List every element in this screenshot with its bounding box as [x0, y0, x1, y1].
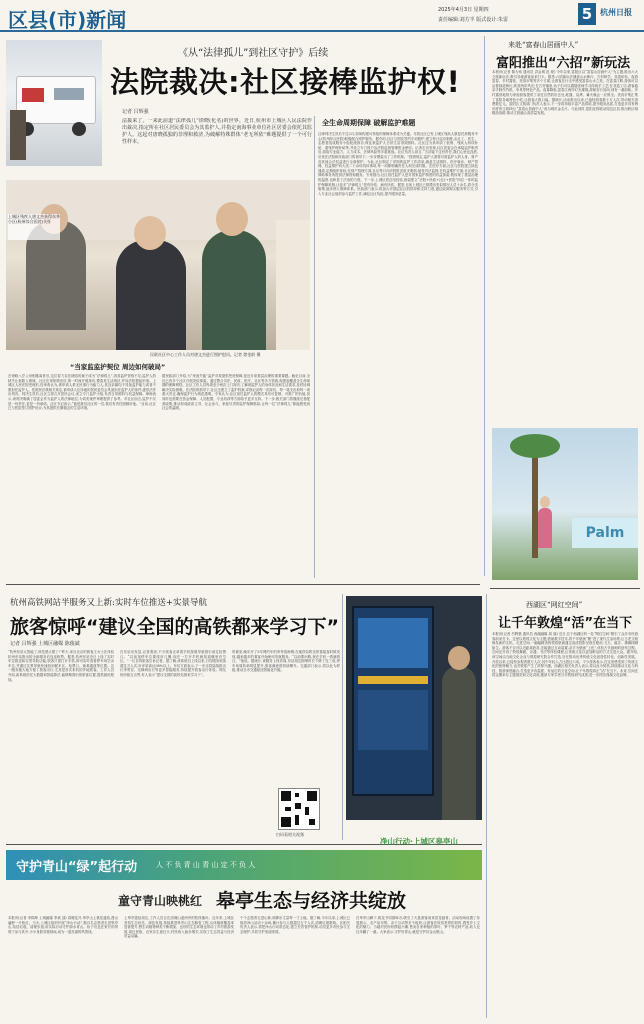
right-tourism-photo: Palm — [492, 428, 638, 580]
banner-slogan: 人 不 负 青 山 青 山 定 不 负 人 — [156, 861, 256, 869]
issue-date: 2025年4月3日 星期四 — [438, 7, 489, 13]
right-top-byline: 本报讯(记者 陈为伟 通讯员 洪金城 范 豪) — [492, 70, 556, 74]
right-top-headline: 富阳推出“六招”新玩法 — [496, 56, 631, 71]
section-title: 区县(市)新闻 — [8, 8, 127, 32]
travel-headline: 旅客惊呼“建议全国的高铁都来学习下” — [10, 616, 339, 638]
issue-editors: 责任编辑:刘方半 版式设计:朱雷 — [438, 17, 508, 23]
banner-body-col3: 个个志愿者走进山林,用脚步丈量每一寸土地。据了解,今年以来,上城区已组织净山活动十余场,累计参与人数超过五千人次,清理垃圾数吨。区相关负责人表示,将把净山行动常态化,建立长效管护机制,动员更多市民参与生态保护,共同守护美丽家园。 — [240, 916, 350, 934]
lead-intro: 法援来了。一来此前道“法律孤儿”徐晓(化名)的世界。近日,杭州市上城区人民法院作出裁决,指定所在社区居民委员会为其监护人,并指定南海事业单位社区居委会依托其监护人。这起对唐晓孤独的非理和救济,为破解特殊群体“老无所依”难题提供了一个可行性样本。 — [122, 118, 312, 145]
lead-body-col1: 在徐晓八岁父母相继离世后,这位智力存在缺陷的童子成为“法律孤儿”,因其监护资格不足,监护人的缺失让他陷入困境。社区在得知情况后,第一时间开展探访,摸清其生活现状,并向法院提起申请。上城区人民法院受理后,经审查认为,被申请人系无民事行为能力人,其近亲属均不具备监护能力或者不愿担任监护人。依照民法典相关规定,被申请人住所地的居民委员会具备担任监护人的条件,遂依法作出判决。判决生效后,社区立即召开居民会议,成立专门监护小组,负责日常照料与权益保障。律师表示,该判决明确了居委会作为监护人的法律地位,为同类案件审理提供了参考。对社区而言,监护不仅是一份责任,更是一份承诺。社区书记表示,“他是我们社区的一员,我们有责任照顾好他。”目前,社区已与医院签订照护协议,为其提供长期稳定的生活环境。 — [8, 374, 156, 411]
banner-action: 净山行动·上城区皋亭山 — [380, 837, 458, 846]
banner-body-col1: 本报讯(记者 李锦坤 上城融媒 李欢 邵) 春暖花开,皋亭山上桃花盛放,漫山遍野一片粉红。当天,上城区组织开展“净山行动”,数百名志愿者走进皋亭山,捡拾垃圾、清理步道,用实际行动守护绿水青山。孩子们也在家长的带领下参与其中,小小身影穿梭林间,成为一道亮丽的风景线。 — [8, 916, 118, 934]
travel-station-photo — [346, 596, 482, 820]
page-number: 5 — [578, 3, 596, 25]
lead-main-photo — [6, 180, 310, 350]
banner-body-col4: 在皋亭山脚下,桃花节同期举办,吸引了大批游客前来赏花踏青。活动现场设置了非遗展示、农产品市集、亲子互动等多个板块,让游客在欣赏美景的同时,感受乡土文化的魅力。当地村民纷纷摆起小摊,售卖自家种植的茶叶、笋干等农特产品,收入比往年翻了一番。大家表示,守护好青山,就是守护好金山银山。 — [356, 916, 480, 934]
lead-byline: 记者 吕辉强 — [122, 109, 149, 115]
travel-byline: 记者 吕辉强 上城区融媒 陈俊斌 — [10, 641, 80, 647]
masthead — [0, 0, 644, 32]
lead-headline: 法院裁决:社区接棒监护权! — [110, 65, 461, 99]
lead-photo-caption-small: 上城区残疾人唐文杰获得东华小区(杭州综合医院)关怀 — [8, 214, 60, 240]
travel-body-col3: 时候来,晚年开了5年网约车的李秀清师傅,在地铁站附近停靠接客时候发现,越来越多的乘客开始使用导航服务。“以前要问路,现在手机一看就明白。”他说。据统计,该服务上线首周,东站周边拥堵时长下降了近三成,停车场周转率明显提升,旅客满意度持续攀升。交通部门表示,将以此为样板,推动全市交通枢纽智能化升级。 — [232, 650, 340, 673]
qr-caption: 扫码看相关视频 — [276, 832, 304, 837]
right-bottom-headline: 让千年敦煌“活”在当下 — [498, 616, 633, 631]
banner-subhead: 童守青山映桃红 — [118, 894, 203, 908]
banner-body-col2: 上皋亭遗址周边,工作人员正在清理山道两旁的枯枝落叶。近年来,上城区坚持生态优先、绿色发展,持续推进皋亭山生态修复工程,山体植被覆盖率显著提升,野生动植物种类不断增加。良好的生态环境也带动了乡村旅游发展,周边民宿、农家乐生意红火,村民收入稳步增长,实现了生态效益与经济效益双赢。 — [124, 916, 234, 939]
lead-photo-caption: 民联社区中心工作人员对唐文杰进行照护慰问。记者 徐金龄 摄 — [150, 352, 261, 357]
travel-kicker: 杭州高铁网站半服务又上新:实时车位推送+实景导航 — [10, 598, 207, 608]
sidebar-heading: 全生命周期保障 破解监护难题 — [322, 119, 416, 127]
right-bottom-body: 本报讯(记者 吕辉强 通讯员 西湖融媒 周 闻) 近日,位于西湖区的一处“网红空间”吸引了众多市民游客前来打卡。这里以敦煌文化为主题,借助数字技术,将千年壁画“搬”进了现代生活场景,让古老文明焕发新的生机。走进空间,一幅幅精美的敦煌壁画通过高清投影呈现在眼前,飞天、藻井、佛像栩栩如生。游客不仅可以近距离欣赏,还能通过互动装置,亲手为壁画“上色”,体验古代画师的创作过程。空间还开设了敦煌舞蹈、乐器、书法等体验课程,让传统文化以更加鲜活的方式走进大众。据介绍,该空间由当地文化企业与敦煌研究院合作打造,旨在推动优秀传统文化创造性转化、创新性发展。开放以来,已接待参观者数万人次,其中年轻人占比超过六成。不少游客表示,在这里感受到了传统文化的独特魅力,也对敦煌产生了浓厚兴趣。西湖区相关负责人表示,将以此为契机,持续推动文化与科技、旅游深度融合,打造更多有温度、有品位的文化空间,让千年敦煌真正“活”在当下。未来,空间还将定期举办主题展览和文化讲座,邀请专家学者分享敦煌研究成果,进一步擦亮西湖文化品牌。 — [492, 632, 638, 678]
newspaper-logo-icon: 杭州日报 — [600, 7, 632, 17]
right-bottom-byline: 本报讯(记者 吕辉强 通讯员 西湖融媒 周 闻) — [492, 632, 558, 636]
right-bottom-kicker: 西湖区“网红空间” — [526, 601, 583, 609]
ambulance-photo — [6, 40, 102, 166]
banner-title: 守护青山“绿”起行动 — [16, 860, 138, 875]
banner-headline: 皋亭生态与经济共绽放 — [216, 890, 407, 912]
green-action-banner — [6, 850, 482, 880]
qr-code-icon[interactable] — [278, 788, 320, 830]
banner-byline: 本报讯(记者 李锦坤 上城融媒 李欢 邵) — [8, 916, 67, 920]
sidebar-body: 注律判决生效后不过2月,如何构建可持续的保障体系成为关键。尽管社区已有上城区残疾人康复托养服务中心(杭州综合医院)积极配合照护服务。据介绍,社区与医院签约专项照护,建立每日巡访制度,由社工、医生、志愿者组成服务小组轮流探访,保证被监护人日常生活得到照料。社区还为其申请了低保、残疾人两项补贴、重残护理补贴等,并设立专门账户由法院监督管理资金使用。记者走访发现,社区居委会在承接监护职责后,面临专业能力、人力成本、法律风险等多重挑战。社区负责人坦言,“当初接下这份责任,我们心里也没底,后来在法院和民政部门的指导下,一步步摸索出了工作机制。”按照规定,监护人需要对被监护人的人身、财产及其他合法权益进行全面保护。为此,社区制定了详细的监护工作清单,涵盖生活照料、医疗就诊、财产管理、权益维护四大类二十余项具体事项,每一项都明确责任人和完成时限。在医疗方面,社区与医院建立绿色通道,定期组织体检;在财产管理方面,社区每月向法院报送收支明细,接受司法监督;在权益维护方面,社区联合律师事务所提供法律咨询服务。专家指出,社区担任监护人是对国家监护制度的有益探索,既体现了基层治理的温度,也彰显了法治的力度。下一步,上城区将总结经验,探索建立“法院+民政+社区+医院”四位一体的监护保障机制,让更多“法律孤儿”老有所依、病有所医。据悉,目前上城区已排摸出类似情况人员十余名,将分类施策,逐步纳入保障体系。民政部门表示,将加大对基层社区的指导和支持力度,通过政府购买服务等方式,引入专业社会组织参与监护工作,减轻社区负担,提升服务质量。 — [318, 132, 478, 196]
right-top-body: 本报讯(记者 陈为伟 通讯员 洪金城 范 豪) 今年以来,富阳区以“富春山居画中人”为主题,推出六大文旅新玩法,吸引各地游客前来打卡。据悉,六招新玩法涵盖山水骑行、古村研学、非遗体验、夜游富春、乡村露营、美食市集等多个方面,让游客在行走中感受富春山水之美。在富春江畔,游客可以沿着绿道骑行,欣赏两岸风光;在古村落里,孩子们可以跟随老师学习传统手工艺;在非遗工坊,游客能亲手制作竹纸、伞具等特色产品。夜幕降临,富春江两岸灯光璀璨,游船穿行其间,别有一番韵味。乡村露营地则为家庭游客提供了亲近自然的好去处,帐篷、烧烤、篝火晚会一应俱全。美食市集汇集了富阳各地特色小吃,让游客大饱口福。据统计,活动推出以来,已接待游客数十万人次,带动相关消费数亿元。富阳区文旅部门负责人表示,下一步将持续丰富产品供给,提升服务品质,打造更多具有辨识度的文旅IP,让“富春山居画中人”成为城市金名片。与此同时,富阳还将联动周边区县,推出跨区域精品线路,推动文旅融合高质量发展。 — [492, 70, 638, 116]
lead-body-col2: 据民政部门介绍,为“家庭失能”监护对象提供兜底保障,是近年来基层治理的重要课题。截至目前,全区已有多个社区开展类似探索。通过整合司法、民政、医疗、社区等多方资源,构建起覆盖全生命周期的保障网络。社区工作人员每周至少两次上门探访,了解被监护人的身体状况和生活需求,及时协调解决实际困难。在法院的指导下,社区还建立了监护档案,详细记录每一次探访、每一笔支出和每一项重大决定,确保监护行为规范透明。专家认为,社区担任监护人的模式具有可复制、可推广的价值,但同时也需要在资金保障、人员配置、专业培训等方面给予更多支持。下一步,相关部门将继续完善配套政策,推动形成政府主导、社会参与、家庭尽责的监护保障格局,让每一位“法律孤儿”都能感受到社会的温暖。 — [162, 374, 310, 411]
lead-kicker: 《从“法律孤儿”到社区守护》后续 — [178, 48, 329, 59]
right-top-kicker: 来赴“富春山居画中人” — [508, 41, 579, 49]
travel-body-col1: “杭州东站太智能了,科技感太强了!”昨天,来自北京的旅客王女士在体验杭州东站推出的全新服务后连连称赞。据悉,杭州东站近日上线了实时车位推送和实景导航功能,旅客只需打开手机,即可实时查看停车场空余车位,并通过实景导航快速找到候车区、检票口、换乘通道等位置。这一服务极大地方便了旅客出行,尤其是首次来杭的外地旅客。工作人员介绍,新系统依托大数据和智能算法,能够精准识别旅客位置,提供最优路线。 — [8, 650, 114, 682]
travel-body-col2: 在东站出发层,记者看到,不少旅客正拿着手机按照导航指引前往检票口。“以前找停车位要绕好几圈,现在一打开手机就知道哪里有空位。”一位自驾旅客告诉记者。据了解,该系统自上线以来,日均服务旅客超过万人次,好评率高达98%以上。车站方面表示,下一步还将陆续推出行李寄存、无障碍出行等更多智能服务,持续提升旅客出行体验。网友纷纷留言点赞,有人表示“建议全国的高铁站都来学习下”。 — [120, 650, 226, 677]
lead-subheading: “当家监监护契位 周边如何破局” — [70, 363, 166, 371]
